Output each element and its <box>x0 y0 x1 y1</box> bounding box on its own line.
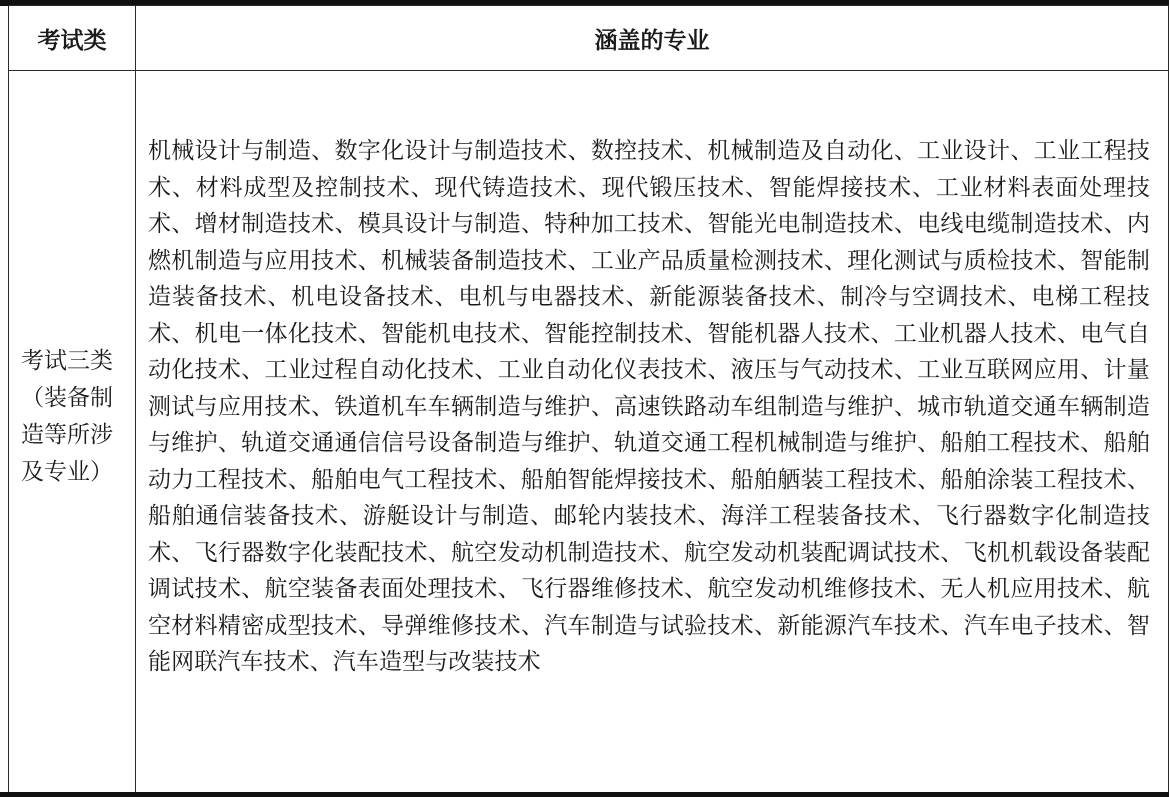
bottom-border-bar <box>0 792 1169 797</box>
table-row <box>9 71 1169 794</box>
table-header-row <box>9 6 1169 71</box>
majors-cell <box>136 71 1169 794</box>
majors-list-text: 机械设计与制造、数字化设计与制造技术、数控技术、机械制造及自动化、工业设计、工业工程技术、材料成型及控制技术、现代铸造技术、现代锻压技术、智能焊接技术、工业材料表面处理技术、增材制造技术、模具设计与制造、特种加工技术、智能光电制造技术、电线电缆制造技术、内燃机制造与应用技术、机械装备制造技术、工业产品质量检测技术、理化测试与质检技术、智能制造装备技术、机电设备技术、电机与电器技术、新能源装备技术、制冷与空调技术、电梯工程技术、机电一体化技术、智能机电技术、智能控制技术、智能机器人技术、工业机器人技术、电气自动化技术、工业过程自动化技术、工业自动化仪表技术、液压与气动技术、工业互联网应用、计量测试与应用技术、铁道机车车辆制造与维护、高速铁路动车组制造与维护、城市轨道交通车辆制造与维护、轨道交通通信信号设备制造与维护、轨道交通工程机械制造与维护、船舶工程技术、船舶动力工程技术、船舶电气工程技术、船舶智能焊接技术、船舶舾装工程技术、船舶涂装工程技术、船舶通信装备技术、游艇设计与制造、邮轮内装技术、海洋工程装备技术、飞行器数字化制造技术、飞行器数字化装配技术、航空发动机制造技术、航空发动机装配调试技术、飞机机载设备装配调试技术、航空装备表面处理技术、飞行器维修技术、航空发动机维修技术、无人机应用技术、航空材料精密成型技术、导弹维修技术、汽车制造与试验技术、新能源汽车技术、汽车电子技术、智能网联汽车技术、汽车造型与改装技术 <box>148 138 1150 675</box>
header-exam-category: 考试类 <box>9 6 136 71</box>
exam-category-text: 考试三类（装备制造等所涉及专业） <box>21 348 113 485</box>
majors-table <box>8 5 1169 794</box>
exam-category-cell <box>9 71 136 794</box>
header-covered-majors: 涵盖的专业 <box>136 6 1169 71</box>
